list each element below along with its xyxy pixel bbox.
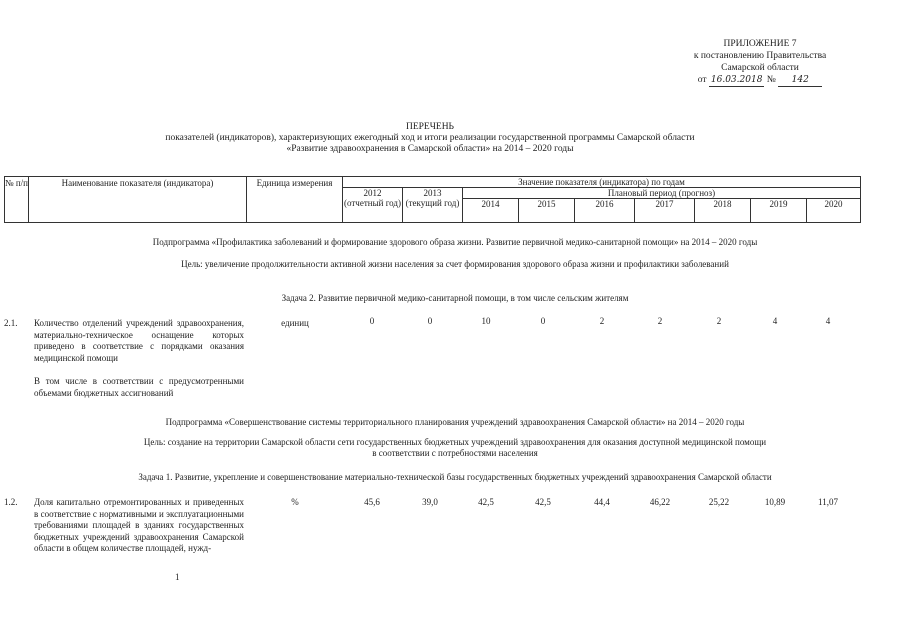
subprogram2-goal-line2: в соответствии с потребностями населения <box>372 448 538 458</box>
row-value-2012: 0 <box>369 316 375 326</box>
row-value-2014: 42,5 <box>478 497 494 507</box>
header-plan-title: Плановый период (прогноз) <box>463 188 861 199</box>
page-mark: 1 <box>175 572 180 582</box>
appendix-number: 142 <box>778 74 822 87</box>
appendix-line1: к постановлению Правительства <box>693 51 827 61</box>
appendix-line2: Самарской области <box>721 63 799 73</box>
row-value-2018: 25,22 <box>708 497 730 507</box>
subprogram2-task: Задача 1. Развитие, укрепление и совершенствование материально-технической базы государственных бюджетных учреждений здравоохранения Самарской области <box>138 472 772 482</box>
row-value-2020: 11,07 <box>818 497 838 507</box>
header-year-2013-label: 2013 <box>423 188 442 198</box>
header-year-2012 <box>343 188 403 223</box>
row-value-2019: 4 <box>772 316 778 326</box>
header-values-title: Значение показателя (индикатора) по годам <box>343 177 861 188</box>
subprogram2-goal-line1: Цель: создание на территории Самарской области сети государственных бюджетных учреждений здравоохранения для оказания доступной медицинской помощи <box>143 437 767 447</box>
row-value-2014: 10 <box>481 316 491 326</box>
appendix-block <box>640 38 880 87</box>
appendix-date: 16.03.2018 <box>710 75 763 85</box>
appendix-title: ПРИЛОЖЕНИЕ 7 <box>723 39 797 49</box>
row-indicator-name: Доля капитально отремонтированных и приведенных в соответствие с нормативными и эксплуатационными требованиями площадей в зданиях государственных бюджетных учреждений здравоохранения Самарской области в общем количестве площадей, нужд- <box>34 497 244 553</box>
row-value-2020: 4 <box>825 316 831 326</box>
header-year-2012-note: (отчетный год) <box>344 198 401 208</box>
header-year: 2020 <box>807 199 861 223</box>
indicator-table-header <box>4 176 861 223</box>
row-value-2017: 2 <box>657 316 663 326</box>
header-year-2013-note: (текущий год) <box>405 198 460 208</box>
row-value-2015: 0 <box>540 316 546 326</box>
row-indicator-text: Количество отделений учреждений здравоохранения, материально-техническое оснащение которых приведено в соответствие с порядками оказания медицинской помощи <box>34 318 244 363</box>
row-indicator-name <box>34 318 244 399</box>
header-name: Наименование показателя (индикатора) <box>29 177 247 223</box>
row-value-2016: 2 <box>599 316 605 326</box>
header-year: 2014 <box>463 199 519 223</box>
header-year: 2018 <box>695 199 751 223</box>
appendix-from: от <box>697 75 707 85</box>
row-indicator-note: В том числе в соответствии с предусмотренными объемами бюджетных ассигнований <box>34 376 244 398</box>
header-year: 2017 <box>635 199 695 223</box>
header-year: 2015 <box>519 199 575 223</box>
header-num: № п/п <box>5 177 29 223</box>
row-value-2018: 2 <box>716 316 722 326</box>
subprogram1-goal: Цель: увеличение продолжительности активной жизни населения за счет формирования здорового образа жизни и профилактики заболеваний <box>181 259 729 269</box>
header-unit: Единица измерения <box>247 177 343 223</box>
heading-title: ПЕРЕЧЕНЬ <box>405 122 455 132</box>
row-value-2016: 44,4 <box>594 497 610 507</box>
row-value-2013: 39,0 <box>422 497 438 507</box>
heading-line1: показателей (индикаторов), характеризующих ежегодный ход и итоги реализации государственной программы Самарской области <box>165 133 695 143</box>
document-heading <box>100 122 760 155</box>
row-number: 2.1. <box>4 318 18 328</box>
header-year: 2016 <box>575 199 635 223</box>
subprogram2-title: Подпрограмма «Совершенствование системы территориального планирования учреждений здравоохранения Самарской области» на 2014 – 2020 годы <box>165 417 745 427</box>
subprogram1-title: Подпрограмма «Профилактика заболеваний и формирование здорового образа жизни. Развитие первичной медико-санитарной помощи» на 2014 – 2020 годы <box>152 237 758 247</box>
row-unit: % <box>291 497 299 507</box>
row-value-2013: 0 <box>427 316 433 326</box>
row-number: 1.2. <box>4 497 18 507</box>
subprogram2-goal <box>30 437 880 459</box>
header-year: 2019 <box>751 199 807 223</box>
row-value-2012: 45,6 <box>364 497 380 507</box>
appendix-no-label: № <box>766 75 776 85</box>
row-value-2015: 42,5 <box>535 497 551 507</box>
row-unit: единиц <box>281 318 309 328</box>
row-value-2019: 10,89 <box>764 497 786 507</box>
header-year-2012-label: 2012 <box>363 188 382 198</box>
appendix-date-line <box>640 74 880 87</box>
heading-line2: «Развитие здравоохранения в Самарской области» на 2014 – 2020 годы <box>286 144 574 154</box>
row-value-2017: 46,22 <box>649 497 671 507</box>
subprogram1-task: Задача 2. Развитие первичной медико-санитарной помощи, в том числе сельским жителям <box>281 293 629 303</box>
header-year-2013 <box>403 188 463 223</box>
